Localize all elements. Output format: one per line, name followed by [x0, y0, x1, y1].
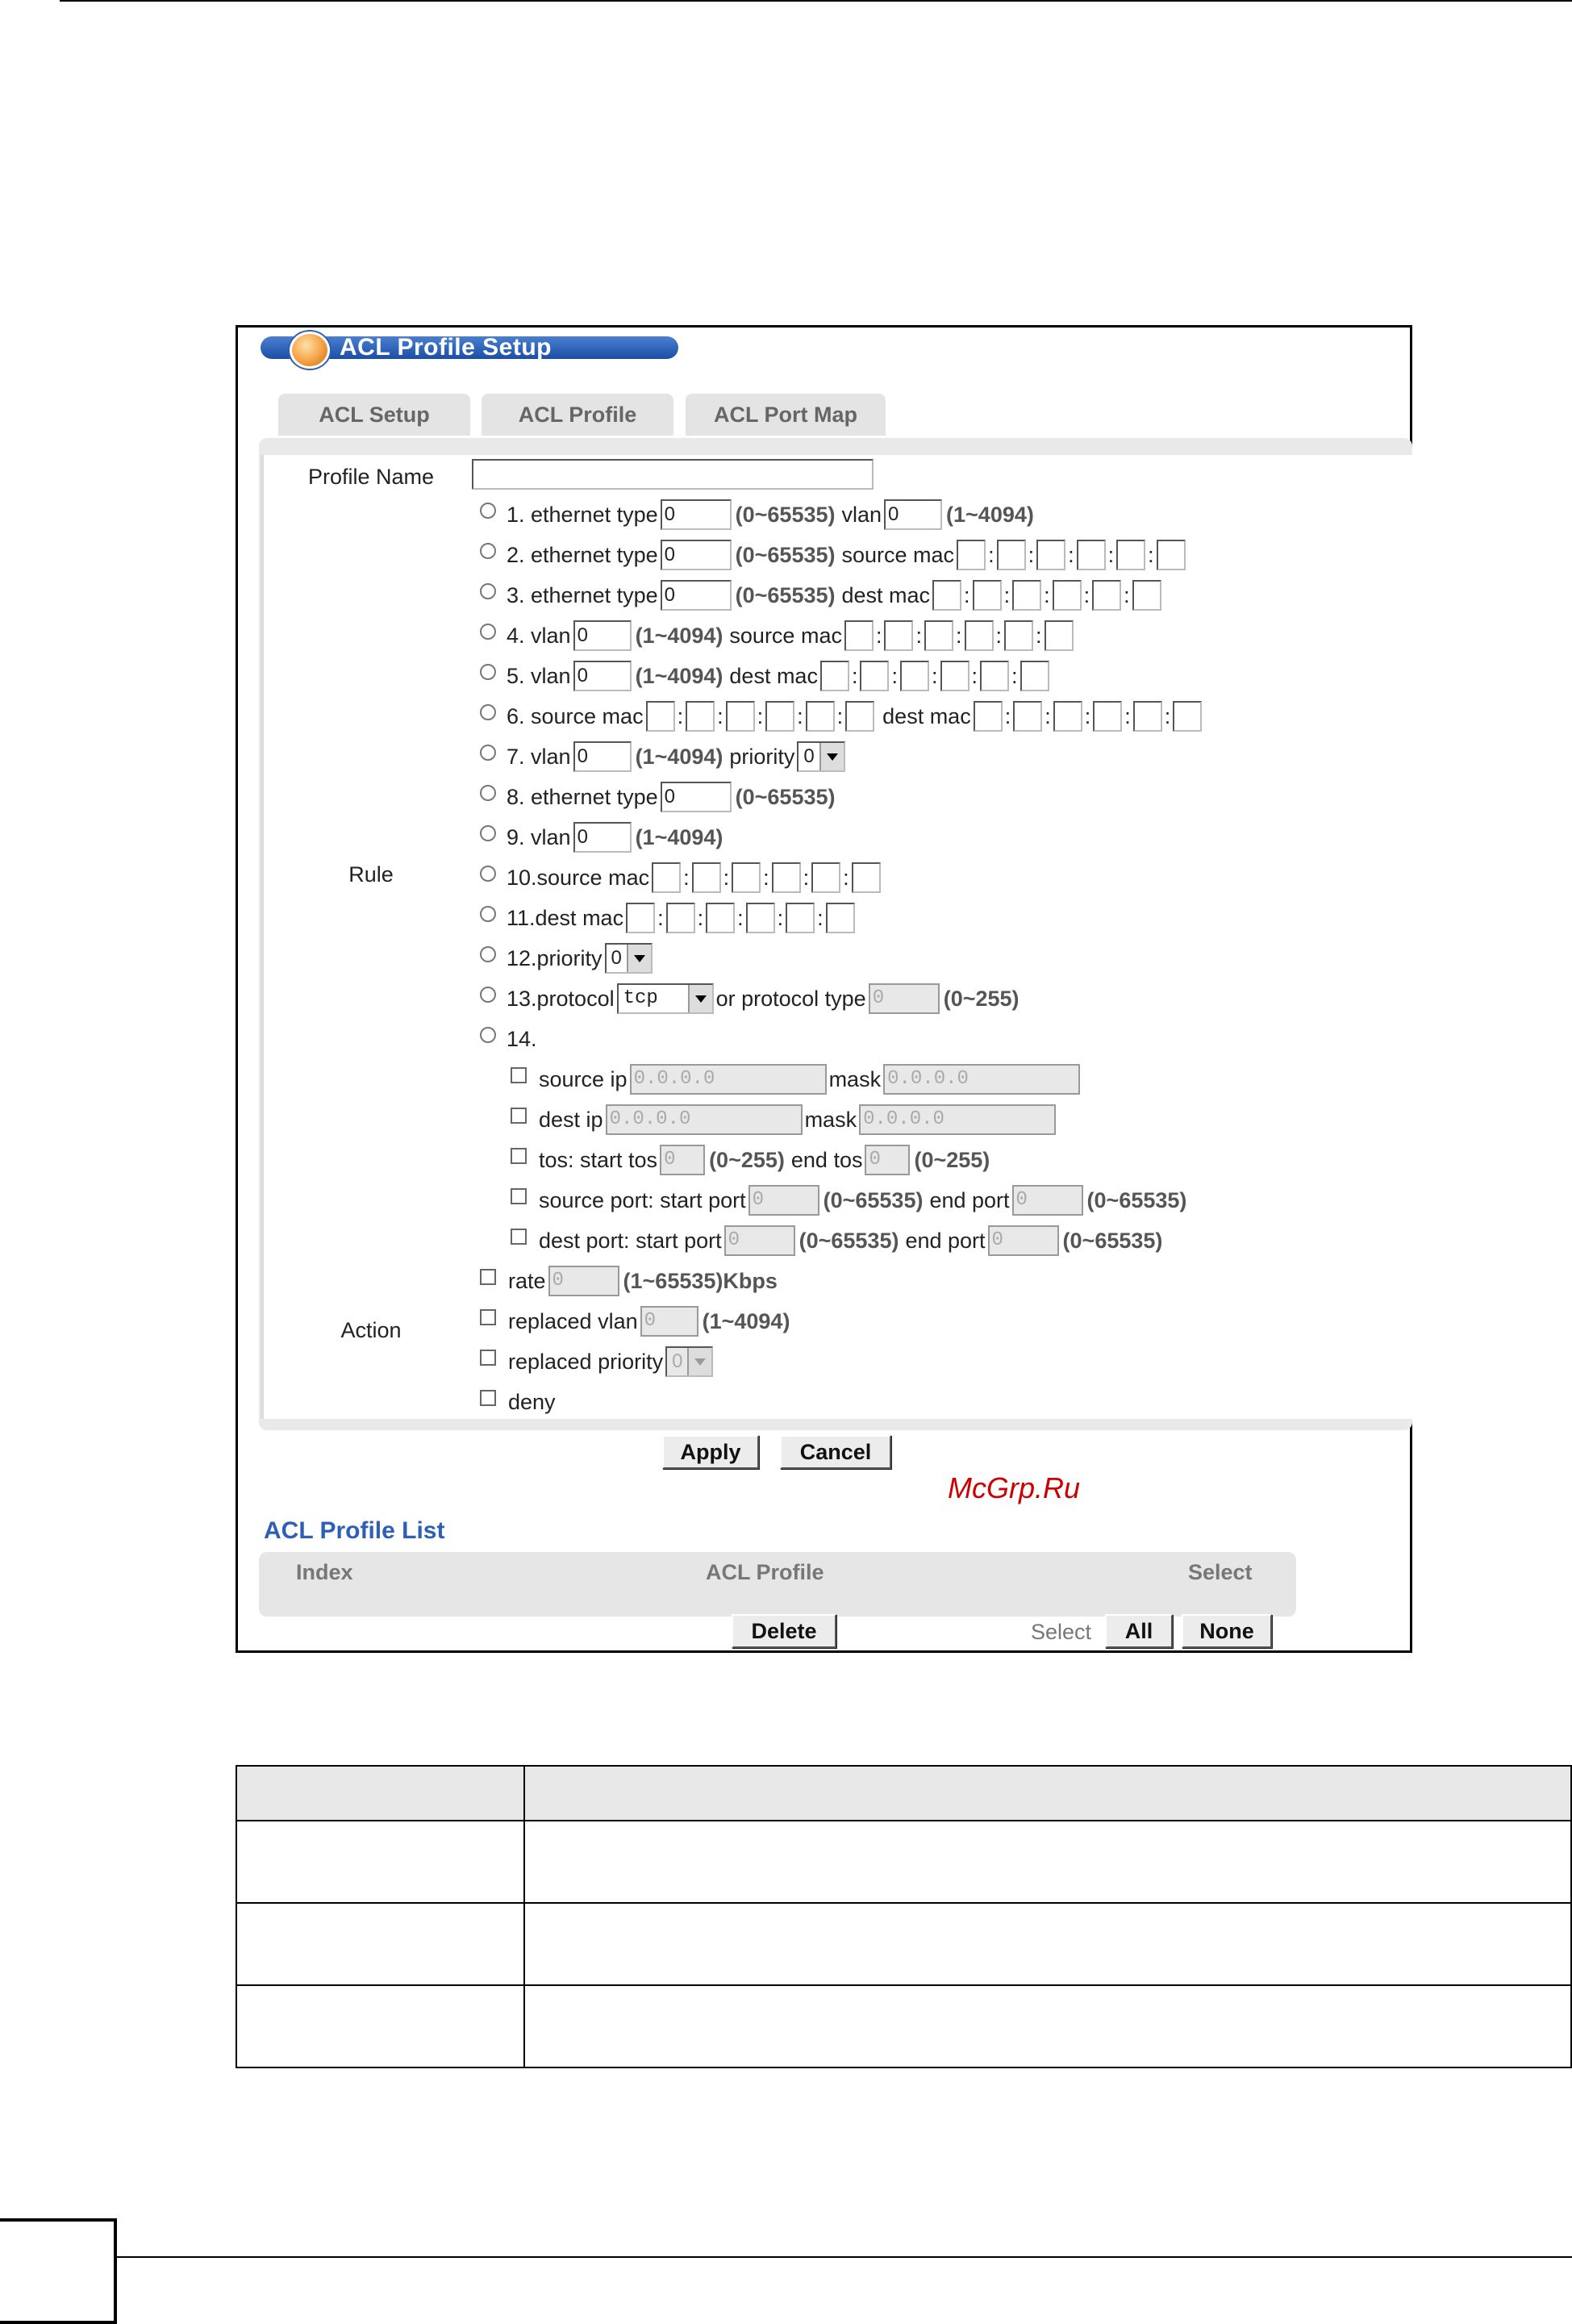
tab-acl-port-map[interactable]: ACL Port Map — [686, 394, 886, 436]
rule-14-dest-port-row — [511, 1225, 1166, 1256]
mac-octet-input[interactable] — [1053, 701, 1082, 732]
mac-octet-input[interactable] — [1045, 620, 1074, 651]
select-label: Select — [1031, 1620, 1092, 1644]
table-cell — [524, 1821, 1571, 1903]
mac-octet-input[interactable] — [1020, 661, 1049, 691]
action-label: Action — [340, 1318, 402, 1342]
rule-7-vlan-input[interactable]: 0 — [573, 741, 632, 772]
rule-row-9 — [480, 822, 727, 853]
rule-13-radio[interactable] — [480, 987, 496, 1003]
mac-octet-input[interactable] — [726, 701, 755, 732]
rule-row-14 — [480, 1024, 540, 1054]
source-ip-checkbox[interactable] — [511, 1067, 527, 1083]
cancel-button[interactable]: Cancel — [780, 1435, 891, 1469]
rule-12-radio[interactable] — [480, 946, 496, 962]
table-cell — [236, 1985, 524, 2067]
mac-octet-input[interactable] — [686, 701, 715, 732]
action-deny-row — [480, 1387, 558, 1417]
source-port-end-label: end port — [929, 1187, 1010, 1212]
column-acl-profile: ACL Profile — [706, 1560, 824, 1584]
mac-octet-input[interactable] — [626, 903, 655, 933]
rule-1-ethertype-range: (0~65535) — [735, 502, 836, 527]
rule-5-vlan-input[interactable]: 0 — [573, 661, 632, 691]
rule-4-mac-label: source mac — [729, 623, 842, 648]
rule-row-5: 5. vlan 0 (1~4094) dest mac : : : : : — [480, 661, 1049, 691]
mac-octet-input[interactable] — [980, 661, 1009, 691]
source-mask-input[interactable]: 0.0.0.0 — [883, 1064, 1080, 1095]
rule-14-tos-row — [511, 1145, 994, 1175]
rule-1-vlan-range: (1~4094) — [946, 502, 1034, 527]
dest-mask-label: mask — [804, 1107, 857, 1132]
apply-button[interactable]: Apply — [662, 1435, 759, 1469]
table-cell — [524, 1903, 1571, 1985]
replaced-vlan-input[interactable]: 0 — [640, 1306, 698, 1337]
mac-octet-input[interactable] — [765, 701, 794, 732]
mac-octet-input[interactable] — [1077, 540, 1106, 570]
rule-7-priority-select[interactable] — [797, 741, 844, 772]
mac-octet-input[interactable] — [786, 903, 815, 933]
tos-end-input[interactable]: 0 — [865, 1145, 910, 1175]
rule-10-radio[interactable] — [480, 866, 496, 882]
rule-13-label: 13.protocol — [507, 986, 615, 1011]
rule-row-10: 10.source mac : : : : : — [480, 862, 881, 893]
mac-octet-input[interactable] — [997, 540, 1026, 570]
replaced-priority-value: 0 — [672, 1350, 683, 1372]
rule-6-label: 6. source mac — [507, 703, 644, 728]
rule-8-label: 8. ethernet type — [507, 784, 658, 809]
watermark-text: McGrp.Ru — [948, 1471, 1081, 1504]
rule-12-priority-value: 0 — [611, 947, 622, 969]
table-cell — [236, 1903, 524, 1985]
mac-octet-input[interactable] — [811, 862, 840, 893]
rule-13-protocol-value: tcp — [623, 987, 658, 1009]
dest-port-start-input[interactable]: 0 — [724, 1225, 795, 1256]
tos-start-range: (0~255) — [709, 1147, 785, 1172]
rule-1-vlan-input[interactable]: 0 — [884, 499, 942, 530]
column-select: Select — [1188, 1560, 1253, 1584]
replaced-priority-checkbox[interactable] — [480, 1350, 496, 1366]
mac-octet-input[interactable] — [845, 701, 874, 732]
rule-2-ethertype-input[interactable]: 0 — [661, 540, 732, 570]
rule-4-radio[interactable] — [480, 624, 496, 640]
rule-8-ethertype-input[interactable]: 0 — [661, 782, 732, 812]
mac-octet-input[interactable] — [1093, 701, 1122, 732]
mac-octet-input[interactable] — [1012, 580, 1041, 611]
rule-13-type-range: (0~255) — [943, 986, 1020, 1011]
dest-ip-label: dest ip — [539, 1107, 603, 1132]
rule-label: Rule — [348, 862, 394, 887]
mac-octet-input[interactable] — [974, 701, 1003, 732]
tab-acl-profile[interactable]: ACL Profile — [482, 394, 673, 436]
mac-octet-input[interactable] — [973, 580, 1002, 611]
replaced-priority-select[interactable] — [665, 1346, 713, 1377]
mac-octet-input[interactable] — [844, 620, 874, 651]
rule-row-6: 6. source mac : : : : : dest mac : : : : : — [480, 701, 1202, 732]
table-cell — [236, 1821, 524, 1903]
rule-11-radio[interactable] — [480, 906, 496, 922]
acl-profile-setup-screenshot — [236, 325, 1412, 1653]
deny-checkbox[interactable] — [480, 1390, 496, 1406]
rule-3-mac-label: dest mac — [841, 582, 931, 607]
tos-checkbox[interactable] — [511, 1148, 527, 1164]
rule-7-radio[interactable] — [480, 745, 496, 761]
rule-14-radio[interactable] — [480, 1027, 496, 1043]
mac-octet-input[interactable] — [1173, 701, 1202, 732]
replaced-priority-label: replaced priority — [508, 1349, 664, 1374]
rule-1-label: 1. ethernet type — [507, 502, 658, 527]
tab-acl-setup[interactable]: ACL Setup — [278, 394, 470, 436]
mac-octet-input[interactable] — [652, 862, 681, 893]
rule-row-4: 4. vlan 0 (1~4094) source mac : : : : : — [480, 620, 1074, 651]
profile-list-header — [259, 1552, 1296, 1617]
action-rate-row — [480, 1266, 782, 1296]
rule-row-13 — [480, 983, 1024, 1014]
action-vlan-row — [480, 1306, 794, 1337]
rule-5-vlan-range: (1~4094) — [635, 663, 723, 688]
rule-1-vlan-label: vlan — [841, 502, 882, 527]
mac-octet-input[interactable] — [732, 862, 761, 893]
rate-input[interactable]: 0 — [548, 1266, 619, 1296]
table-row — [236, 1821, 1571, 1903]
rule-row-12 — [480, 943, 653, 974]
table-header-cell — [524, 1766, 1571, 1821]
rule-7-vlan-range: (1~4094) — [635, 744, 723, 769]
source-port-end-range: (0~65535) — [1086, 1187, 1187, 1212]
tos-start-label: tos: start tos — [539, 1147, 658, 1172]
chevron-down-icon[interactable] — [688, 985, 712, 1012]
rate-label: rate — [508, 1268, 546, 1293]
column-index: Index — [296, 1560, 353, 1584]
rule-row-1 — [480, 499, 1038, 530]
rule-13-or-label: or protocol type — [715, 986, 866, 1011]
rule-12-priority-select[interactable] — [605, 943, 653, 974]
action-priority-row — [480, 1346, 713, 1377]
mac-octet-input[interactable] — [1004, 620, 1033, 651]
mac-octet-input[interactable] — [806, 701, 835, 732]
rule-2-label: 2. ethernet type — [507, 542, 658, 567]
rule-14-source-ip-row — [511, 1064, 1080, 1095]
chevron-down-icon[interactable] — [687, 1348, 711, 1375]
table-header-cell — [236, 1766, 524, 1821]
mac-octet-input[interactable] — [1132, 580, 1161, 611]
rule-7-priority-value: 0 — [803, 745, 815, 767]
source-ip-input[interactable]: 0.0.0.0 — [630, 1064, 827, 1095]
rate-checkbox[interactable] — [480, 1269, 496, 1285]
mac-octet-input[interactable] — [666, 903, 695, 933]
rule-4-vlan-range: (1~4094) — [635, 623, 723, 648]
rule-4-label: 4. vlan — [507, 623, 571, 648]
dest-mask-input[interactable]: 0.0.0.0 — [859, 1104, 1056, 1135]
table-header-row — [236, 1766, 1571, 1821]
footer-rule — [117, 2256, 1572, 2258]
rule-2-ethertype-range: (0~65535) — [735, 542, 836, 567]
source-port-checkbox[interactable] — [511, 1188, 527, 1204]
mac-octet-input[interactable] — [1157, 540, 1186, 570]
rule-2-radio[interactable] — [480, 543, 496, 559]
rule-row-7 — [480, 741, 845, 772]
tos-start-input[interactable]: 0 — [660, 1145, 705, 1175]
mac-octet-input[interactable] — [706, 903, 735, 933]
mac-octet-input[interactable] — [692, 862, 721, 893]
profile-list-title: ACL Profile List — [264, 1517, 445, 1544]
select-none-button[interactable]: None — [1182, 1614, 1272, 1648]
rule-14-source-port-row — [511, 1185, 1190, 1216]
rule-2-mac-label: source mac — [841, 542, 955, 567]
mac-octet-input[interactable] — [852, 862, 881, 893]
replaced-vlan-checkbox[interactable] — [480, 1309, 496, 1325]
mac-octet-input[interactable] — [646, 701, 675, 732]
rule-9-vlan-range: (1~4094) — [635, 824, 723, 849]
delete-button[interactable]: Delete — [732, 1614, 836, 1648]
mac-octet-input[interactable] — [965, 620, 994, 651]
chevron-down-icon[interactable] — [627, 945, 651, 972]
tos-end-range: (0~255) — [914, 1147, 990, 1172]
mac-octet-input[interactable] — [1036, 540, 1065, 570]
rule-7-label: 7. vlan — [507, 744, 571, 769]
mac-octet-input[interactable] — [1116, 540, 1145, 570]
replaced-vlan-label: replaced vlan — [508, 1308, 638, 1333]
rule-3-radio[interactable] — [480, 583, 496, 599]
rule-7-priority-label: priority — [729, 744, 795, 769]
mac-octet-input[interactable] — [900, 661, 929, 691]
table-row — [236, 1903, 1571, 1985]
rule-3-label: 3. ethernet type — [507, 582, 658, 607]
rule-9-vlan-input[interactable]: 0 — [573, 822, 632, 853]
dest-port-end-input[interactable]: 0 — [988, 1225, 1059, 1256]
rule-9-label: 9. vlan — [507, 824, 571, 849]
chevron-down-icon[interactable] — [819, 743, 844, 770]
mac-octet-input[interactable] — [1053, 580, 1082, 611]
table-row — [236, 1985, 1571, 2067]
rule-10-label: 10.source mac — [507, 865, 650, 890]
deny-label: deny — [508, 1389, 556, 1414]
window-title: ACL Profile Setup — [340, 334, 552, 361]
mac-octet-input[interactable] — [746, 903, 775, 933]
rule-5-radio[interactable] — [480, 664, 496, 680]
mac-octet-input[interactable] — [1092, 580, 1121, 611]
mac-octet-input[interactable] — [884, 620, 913, 651]
dest-port-checkbox[interactable] — [511, 1229, 527, 1245]
rule-11-label: 11.dest mac — [507, 905, 624, 930]
rule-8-radio[interactable] — [480, 785, 496, 801]
rule-4-vlan-input[interactable]: 0 — [573, 620, 632, 651]
mac-octet-input[interactable] — [924, 620, 953, 651]
page-number-box — [0, 2218, 117, 2324]
rule-5-label: 5. vlan — [507, 663, 571, 688]
mac-octet-input[interactable] — [820, 661, 849, 691]
rule-6-dest-mac-label: dest mac — [882, 703, 971, 728]
source-port-start-label: source port: start port — [539, 1187, 746, 1212]
rate-range: (1~65535)Kbps — [623, 1268, 778, 1293]
rule-3-ethertype-range: (0~65535) — [735, 582, 836, 607]
rule-8-ethertype-range: (0~65535) — [735, 784, 836, 809]
profile-name-input[interactable] — [472, 459, 874, 490]
rule-9-radio[interactable] — [480, 825, 496, 841]
window-title-bar — [261, 336, 678, 359]
mac-octet-input[interactable] — [1133, 701, 1162, 732]
tos-end-label: end tos — [790, 1147, 863, 1172]
mac-octet-input[interactable] — [860, 661, 889, 691]
mac-octet-input[interactable] — [826, 903, 855, 933]
replaced-vlan-range: (1~4094) — [702, 1308, 790, 1333]
select-all-button[interactable]: All — [1105, 1614, 1173, 1648]
source-ip-label: source ip — [539, 1066, 628, 1091]
profile-name-label: Profile Name — [307, 465, 435, 489]
mac-octet-input[interactable] — [940, 661, 969, 691]
table-cell — [524, 1985, 1571, 2067]
dest-port-start-label: dest port: start port — [539, 1228, 722, 1253]
rule-row-2: 2. ethernet type 0 (0~65535) source mac : : : : : — [480, 540, 1186, 570]
mac-octet-input[interactable] — [957, 540, 986, 570]
source-port-start-input[interactable]: 0 — [748, 1185, 819, 1216]
rule-6-radio[interactable] — [480, 704, 496, 720]
rule-13-protocol-type-input[interactable]: 0 — [869, 983, 940, 1014]
rule-12-label: 12.priority — [507, 945, 603, 970]
dest-port-end-range: (0~65535) — [1062, 1228, 1163, 1253]
orb-icon — [290, 332, 330, 369]
rule-13-protocol-select[interactable] — [617, 983, 714, 1014]
rule-14-dest-ip-row — [511, 1104, 1056, 1135]
dest-port-end-label: end port — [905, 1228, 986, 1253]
rule-14-label: 14. — [507, 1026, 537, 1051]
mac-octet-input[interactable] — [772, 862, 801, 893]
rule-5-mac-label: dest mac — [729, 663, 818, 688]
dest-ip-input[interactable]: 0.0.0.0 — [606, 1104, 803, 1135]
rule-1-radio[interactable] — [480, 503, 496, 519]
dest-port-start-range: (0~65535) — [799, 1228, 899, 1253]
rule-row-3: 3. ethernet type 0 (0~65535) dest mac : : : : : — [480, 580, 1161, 611]
source-port-end-input[interactable]: 0 — [1012, 1185, 1083, 1216]
source-mask-label: mask — [828, 1066, 882, 1091]
description-table — [236, 1765, 1572, 2068]
rule-row-8 — [480, 782, 840, 812]
source-port-start-range: (0~65535) — [823, 1187, 924, 1212]
rule-3-ethertype-input[interactable]: 0 — [661, 580, 732, 611]
mac-octet-input[interactable] — [932, 580, 961, 611]
rule-1-ethertype-input[interactable]: 0 — [661, 499, 732, 530]
rule-row-11: 11.dest mac : : : : : — [480, 903, 855, 933]
mac-octet-input[interactable] — [1013, 701, 1042, 732]
dest-ip-checkbox[interactable] — [511, 1108, 527, 1124]
page-top-rule — [60, 0, 1572, 2]
